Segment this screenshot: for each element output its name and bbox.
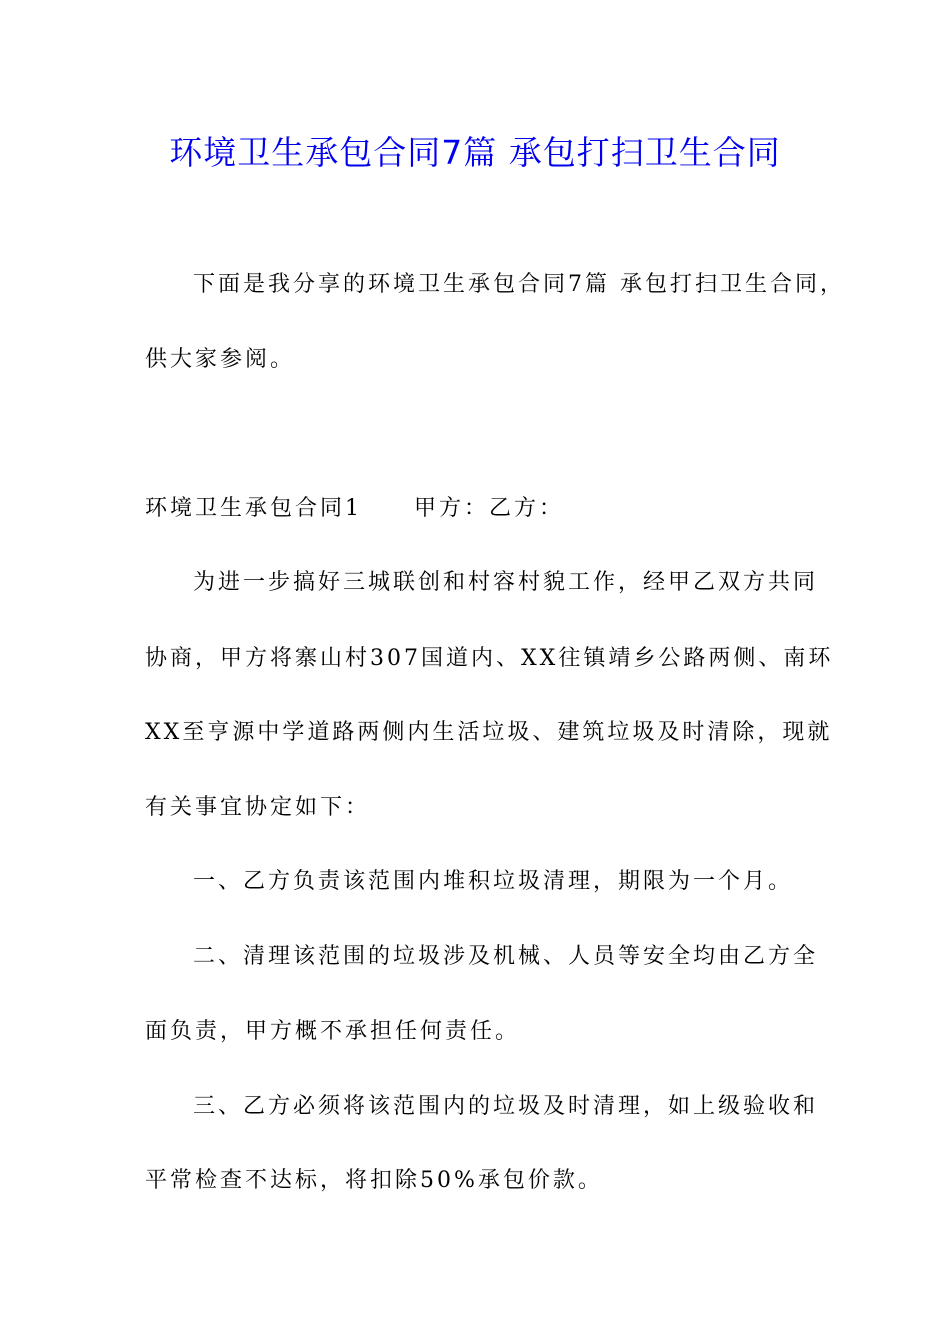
preamble-line-4: 有关事宜协定如下： — [145, 795, 371, 820]
clause-3-line-2: 平常检查不达标，将扣除50%承包价款。 — [145, 1168, 603, 1193]
document-title: 环境卫生承包合同7篇 承包打扫卫生合同 — [169, 133, 781, 172]
clause-1-line-1: 一、乙方负责该范围内堆积垃圾清理，期限为一个月。 — [193, 869, 794, 894]
intro-line-1: 下面是我分享的环境卫生承包合同7篇 承包打扫卫生合同， — [193, 272, 845, 297]
clause-3-line-1: 三、乙方必须将该范围内的垃圾及时清理，如上级验收和 — [193, 1094, 819, 1119]
section-heading: 环境卫生承包合同1 — [145, 496, 362, 521]
preamble-line-3: XX至亨源中学道路两侧内生活垃圾、建筑垃圾及时清除，现就 — [145, 720, 833, 745]
preamble-line-1: 为进一步搞好三城联创和村容村貌工作，经甲乙双方共同 — [193, 570, 819, 595]
clause-2-line-1: 二、清理该范围的垃圾涉及机械、人员等安全均由乙方全 — [193, 944, 819, 969]
intro-line-2: 供大家参阅。 — [145, 347, 296, 372]
section-heading-row — [145, 489, 564, 529]
preamble-line-2: 协商，甲方将寨山村307国道内、XX往镇靖乡公路两侧、南环 — [145, 646, 834, 671]
parties-label: 甲方：乙方： — [414, 496, 565, 521]
clause-2-line-2: 面负责，甲方概不承担任何责任。 — [145, 1019, 521, 1044]
